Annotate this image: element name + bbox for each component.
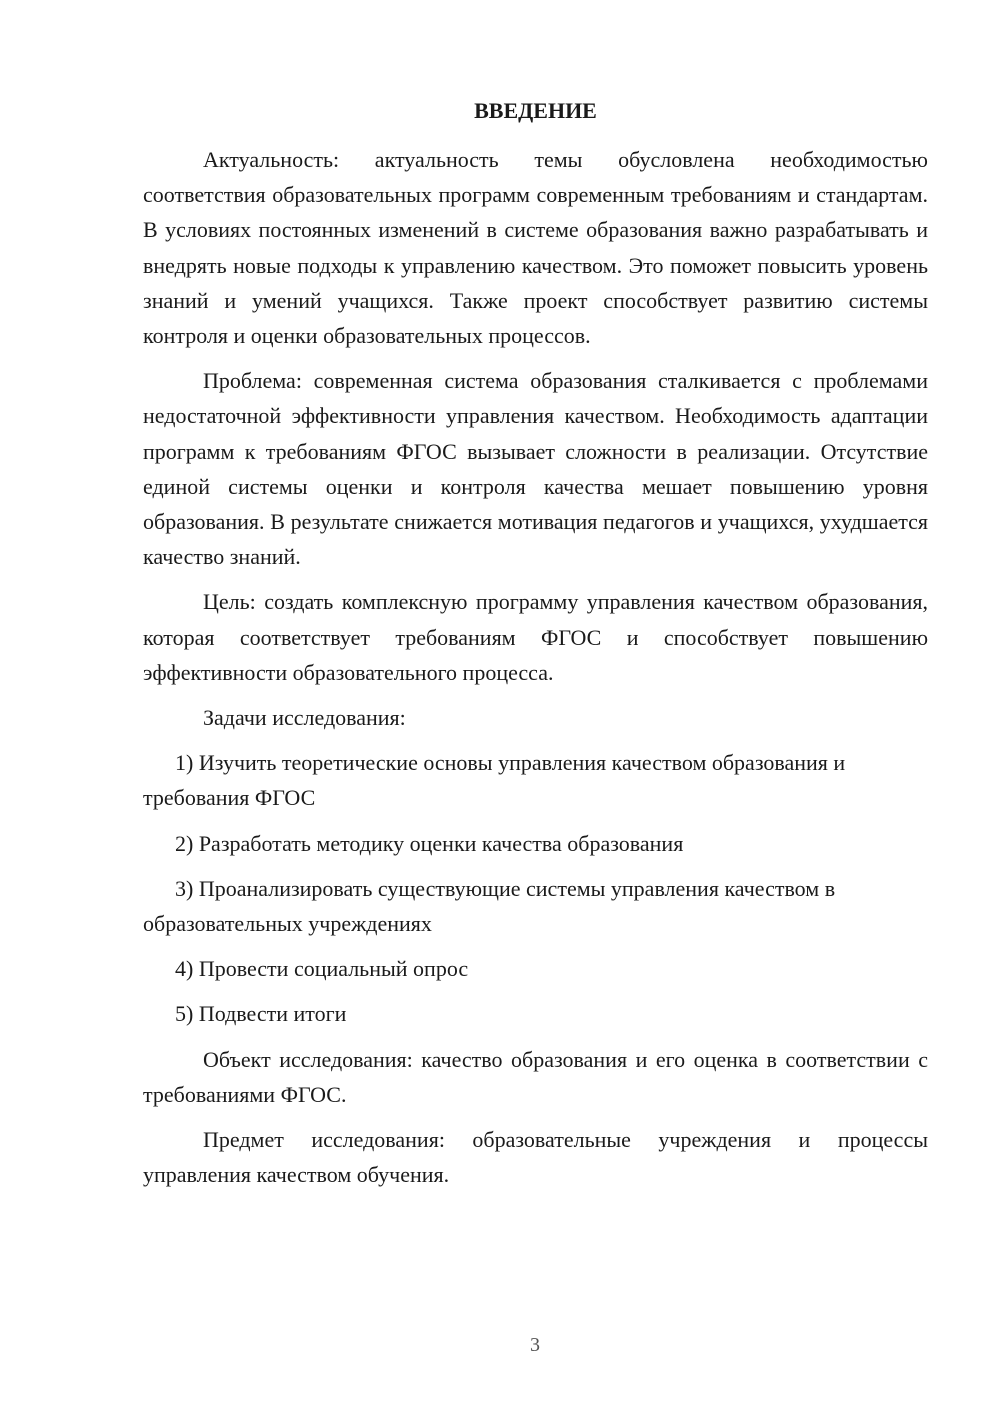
task-item-4: 4) Провести социальный опрос bbox=[175, 956, 469, 982]
task-item-5: 5) Подвести итоги bbox=[175, 1001, 347, 1027]
task-item-1: 1) Изучить теоретические основы управления качеством образования и требования ФГОС bbox=[143, 750, 846, 811]
page-content bbox=[143, 96, 928, 1202]
tasks-heading: Задачи исследования: bbox=[203, 705, 406, 731]
problem-paragraph: Проблема: современная система образования сталкивается с проблемами недостаточной эффективности управления качеством. Необходимость адаптации программ к требованиям ФГОС вызывает сложности в реализации. Отсутствие единой системы оценки и контроля качества мешает повышению уровня образования. В результате снижается мотивация педагогов и учащихся, ухудшается качество знаний. bbox=[143, 368, 928, 570]
object-paragraph: Объект исследования: качество образования и его оценка в соответствии с требованиями ФГОС. bbox=[143, 1046, 928, 1107]
subject-paragraph: Предмет исследования: образовательные учреждения и процессы управления качеством обучения. bbox=[143, 1127, 928, 1188]
relevance-paragraph: Актуальность: актуальность темы обусловлена необходимостью соответствия образовательных программ современным требованиям и стандартам. В условиях постоянных изменений в системе образования важно разрабатывать и внедрять новые подходы к управлению качеством. Это поможет повысить уровень знаний и умений учащихся. Также проект способствует развитию системы контроля и оценки образовательных процессов. bbox=[143, 147, 928, 349]
section-title: ВВЕДЕНИЕ bbox=[474, 98, 597, 123]
tasks-list bbox=[143, 745, 928, 1031]
task-item-3: 3) Проанализировать существующие системы управления качеством в образовательных учреждениях bbox=[143, 875, 836, 937]
goal-paragraph: Цель: создать комплексную программу управления качеством образования, которая соответствует требованиям ФГОС и способствует повышению эффективности образовательного процесса. bbox=[143, 589, 928, 685]
task-item-2: 2) Разработать методику оценки качества образования bbox=[175, 830, 684, 856]
page-number: 3 bbox=[530, 1334, 540, 1356]
